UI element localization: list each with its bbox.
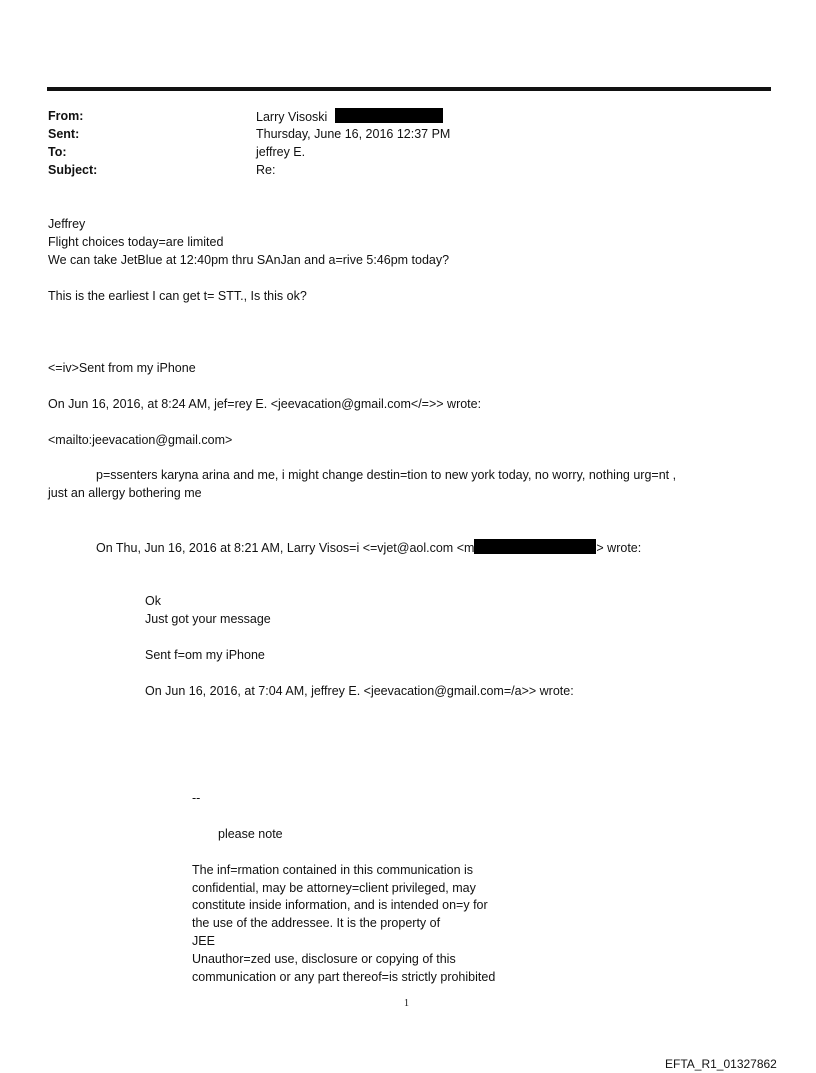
from-label: From:: [48, 109, 84, 123]
disclaimer-line: The inf=rmation contained in this communication is: [192, 863, 474, 877]
disclaimer-line: constitute inside information, and is intended on=y for: [192, 898, 488, 912]
body-line: This is the earliest I can get t= STT., Is this ok?: [48, 289, 307, 303]
document-id: EFTA_R1_01327862: [665, 1057, 777, 1071]
quote-line: just an allergy bothering me: [48, 486, 202, 500]
to-value: jeffrey E.: [256, 145, 306, 159]
redaction-box: [474, 539, 596, 554]
subject-value: Re:: [256, 163, 276, 177]
signature: <=iv>Sent from my iPhone: [48, 361, 196, 375]
quote-line: Just got your message: [145, 612, 271, 626]
greeting: Jeffrey: [48, 217, 86, 231]
quote-line: Ok: [145, 594, 161, 608]
quote-line: p=ssenters karyna arina and me, i might change destin=tion to new york today, no worry, nothing urg=nt ,: [96, 468, 677, 482]
sent-value: Thursday, June 16, 2016 12:37 PM: [256, 127, 451, 141]
page-number: 1: [404, 998, 409, 1009]
disclaimer-line: confidential, may be attorney=client privileged, may: [192, 881, 476, 895]
to-label: To:: [48, 145, 67, 159]
header-divider: [47, 87, 771, 91]
signature-dashes: --: [192, 791, 201, 805]
sent-label: Sent:: [48, 127, 80, 141]
body-line: Flight choices today=are limited: [48, 235, 224, 249]
disclaimer-line: Unauthor=zed use, disclosure or copying of this: [192, 952, 456, 966]
disclaimer-line: the use of the addressee. It is the property of: [192, 916, 441, 930]
from-name: Larry Visoski: [256, 110, 328, 124]
signature: Sent f=om my iPhone: [145, 648, 265, 662]
quote-header: On Jun 16, 2016, at 8:24 AM, jef=rey E. <jeevacation@gmail.com</=>> wrote:: [48, 397, 482, 411]
quote-header-text: > wrote:: [596, 541, 642, 555]
please-note: please note: [218, 827, 283, 841]
mailto-link[interactable]: <mailto:jeevacation@gmail.com>: [48, 433, 233, 447]
subject-label: Subject:: [48, 163, 98, 177]
disclaimer-line: JEE: [192, 934, 215, 948]
disclaimer-line: communication or any part thereof=is strictly prohibited: [192, 970, 496, 984]
from-value: [256, 108, 443, 125]
quote-header: [96, 539, 641, 556]
quote-header: On Jun 16, 2016, at 7:04 AM, jeffrey E. <jeevacation@gmail.com=/a>> wrote:: [145, 684, 574, 698]
body-line: We can take JetBlue at 12:40pm thru SAnJan and a=rive 5:46pm today?: [48, 253, 450, 267]
redaction-box: [335, 108, 443, 123]
quote-header-text: On Thu, Jun 16, 2016 at 8:21 AM, Larry Visos=i <=vjet@aol.com <m: [96, 541, 475, 555]
